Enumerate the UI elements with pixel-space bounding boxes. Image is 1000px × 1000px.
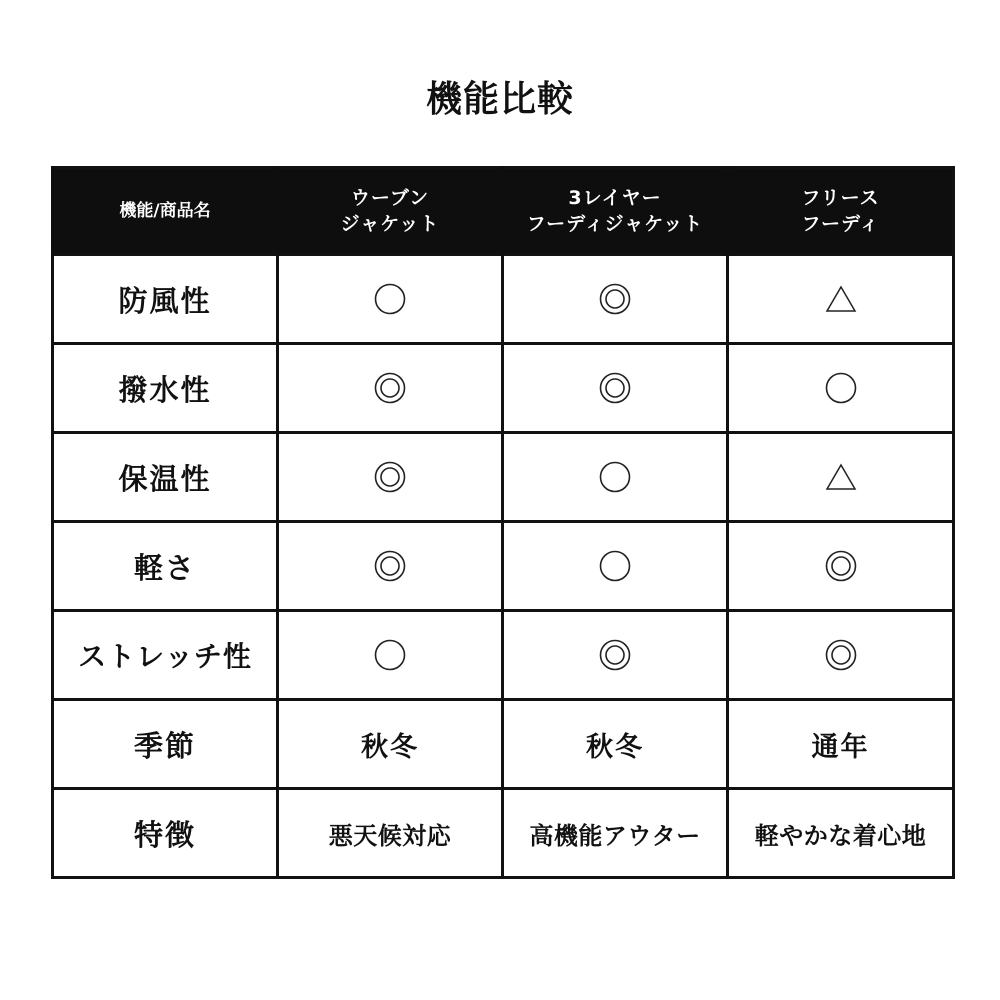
rating-cell [278,344,503,433]
header-col-1-line-1: ウーブン [350,187,430,209]
header-corner: 機能/商品名 [53,168,278,255]
double-circle-icon [373,371,407,405]
double-circle-icon [598,371,632,405]
rating-cell [503,611,728,700]
row-label: 保温性 [53,433,278,522]
season-cell: 通年 [728,700,954,789]
row-season [53,700,954,789]
double-circle-icon [824,638,858,672]
circle-icon [824,371,858,405]
comparison-table [51,166,955,879]
row-label: 撥水性 [53,344,278,433]
double-circle-icon [598,282,632,316]
rating-cell [278,433,503,522]
circle-icon [598,460,632,494]
rating-cell [728,522,954,611]
header-col-3-line-2: フーディ [801,213,880,235]
rating-cell [728,344,954,433]
circle-icon [598,549,632,583]
header-row [53,168,954,255]
season-cell: 秋冬 [503,700,728,789]
rating-cell [503,344,728,433]
header-col-3 [728,168,954,255]
rating-cell [503,255,728,344]
header-col-1 [278,168,503,255]
circle-icon [373,282,407,316]
season-cell: 秋冬 [278,700,503,789]
row-label: 防風性 [53,255,278,344]
rating-cell [278,255,503,344]
row-warmth [53,433,954,522]
row-features [53,789,954,878]
double-circle-icon [824,549,858,583]
row-lightness [53,522,954,611]
rating-cell [728,433,954,522]
feature-cell: 悪天候対応 [278,789,503,878]
circle-icon [373,638,407,672]
double-circle-icon [373,549,407,583]
row-water-repellent [53,344,954,433]
row-label: 軽さ [53,522,278,611]
rating-cell [278,522,503,611]
page-title: 機能比較 [425,79,574,120]
header-col-3-line-1: フリース [801,187,880,209]
feature-cell: 高機能アウター [503,789,728,878]
rating-cell [503,522,728,611]
double-circle-icon [598,638,632,672]
header-col-2 [503,168,728,255]
header-col-2-line-1: 3レイヤー [568,187,662,209]
header-col-2-line-2: フーディジャケット [526,213,704,235]
rating-cell [728,611,954,700]
row-label: 特徴 [53,789,278,878]
header-col-1-line-2: ジャケット [340,213,440,235]
row-label: 季節 [53,700,278,789]
rating-cell [728,255,954,344]
triangle-icon [824,460,858,494]
double-circle-icon [373,460,407,494]
rating-cell [503,433,728,522]
row-stretch [53,611,954,700]
row-windproof [53,255,954,344]
triangle-icon [824,282,858,316]
row-label: ストレッチ性 [53,611,278,700]
rating-cell [278,611,503,700]
feature-cell: 軽やかな着心地 [728,789,954,878]
